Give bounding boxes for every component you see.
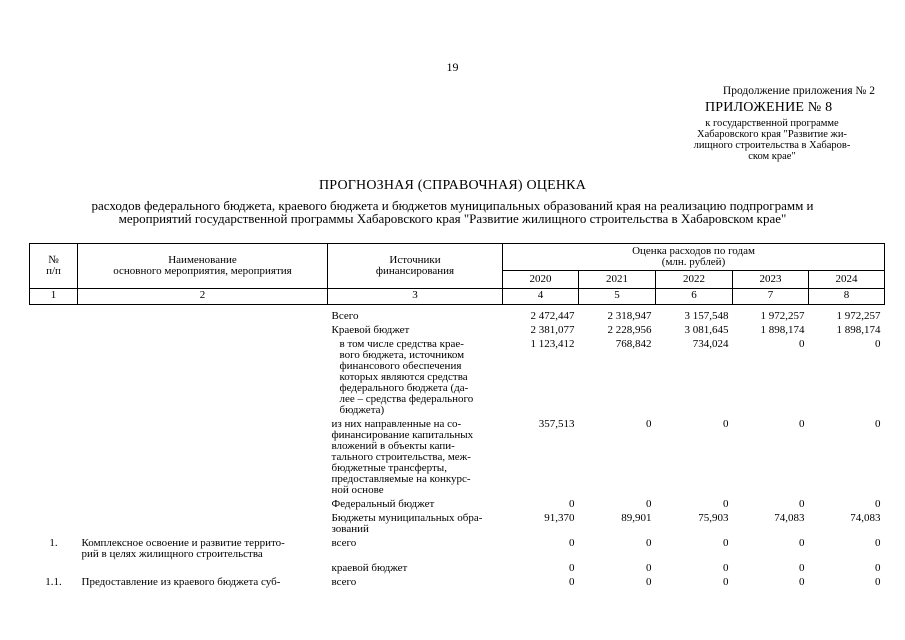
header-num-line: п/п (46, 265, 61, 277)
activity-name (78, 563, 328, 577)
year-value: 0 (799, 537, 805, 549)
table-row (30, 325, 885, 339)
year-value: 74,083 (850, 512, 881, 524)
year-value: 0 (875, 498, 881, 510)
year-value: 0 (646, 576, 652, 588)
funding-source (328, 325, 503, 339)
year-value: 2 228,956 (607, 324, 652, 336)
funding-source-line: финансового обеспечения (339, 360, 462, 372)
document-title: ПРОГНОЗНАЯ (СПРАВОЧНАЯ) ОЦЕНКА (318, 178, 587, 193)
header-estimate-line: (млн. рублей) (661, 256, 726, 268)
year-value: 0 (799, 562, 805, 574)
table-row (30, 339, 885, 419)
year-value: 91,370 (544, 512, 575, 524)
year-value: 0 (569, 562, 575, 574)
funding-source (328, 339, 503, 419)
year-value: 0 (875, 338, 881, 350)
table-row (30, 563, 885, 577)
year-value: 734,024 (692, 338, 729, 350)
activity-name-line: Предоставление из краевого бюджета суб- (81, 576, 281, 588)
year-value: 1 972,257 (836, 310, 881, 322)
header-name-line: основного мероприятия, мероприятия (113, 265, 292, 277)
table-row (30, 311, 885, 325)
year-value: 357,513 (538, 418, 575, 430)
year-value: 0 (569, 537, 575, 549)
appendix-title: ПРИЛОЖЕНИЕ № 8 (705, 100, 833, 115)
estimate-table (29, 243, 885, 591)
funding-source-line: Бюджеты муниципальных обра- (331, 512, 483, 524)
funding-source (328, 538, 503, 563)
row-number (30, 419, 78, 499)
header-year: 2023 (733, 271, 809, 289)
document-subtitle-line: мероприятий государственной программы Хабаровского края "Развитие жилищного строительства в Хабаровском крае" (118, 211, 787, 226)
funding-source-line: бюджетные трансферты, (331, 462, 447, 474)
row-number (30, 563, 78, 577)
funding-source-line: вложений в объекты капи- (331, 440, 455, 452)
year-value: 0 (875, 537, 881, 549)
table-row (30, 499, 885, 513)
funding-source-line: всего (331, 537, 357, 549)
year-value: 0 (799, 418, 805, 430)
funding-source (328, 577, 503, 591)
year-value: 0 (723, 498, 729, 510)
year-value: 0 (569, 498, 575, 510)
row-number (30, 513, 78, 538)
funding-source-line: ной основе (331, 484, 384, 496)
document-subtitle-line: расходов федерального бюджета, краевого бюджета и бюджетов муниципальных образований края на реализацию подпрограмм и (91, 198, 814, 213)
row-number: 1.1. (45, 576, 62, 588)
year-value: 2 381,077 (530, 324, 575, 336)
header-year: 2024 (809, 271, 885, 289)
header-source-line: Источники (389, 254, 441, 266)
appendix-subtitle-line: ском крае" (748, 151, 796, 162)
row-number: 1. (49, 537, 58, 549)
header-name-line: Наименование (168, 254, 237, 266)
year-value: 0 (646, 562, 652, 574)
column-number: 2 (78, 289, 328, 305)
year-value: 1 972,257 (760, 310, 805, 322)
header-year: 2022 (656, 271, 733, 289)
year-value: 0 (723, 537, 729, 549)
activity-name-line: Комплексное освоение и развитие террито- (81, 537, 285, 549)
activity-name-line: рий в целях жилищного строительства (81, 548, 263, 560)
year-value: 0 (723, 418, 729, 430)
activity-name (78, 577, 328, 591)
header-year: 2020 (503, 271, 579, 289)
row-number (30, 339, 78, 419)
header-name (78, 244, 328, 289)
table-row (30, 577, 885, 591)
page-number: 19 (446, 60, 459, 74)
year-value: 0 (875, 418, 881, 430)
header-num-line: № (48, 254, 59, 266)
year-value: 0 (646, 418, 652, 430)
funding-source-line: всего (331, 576, 357, 588)
year-value: 0 (799, 576, 805, 588)
year-value: 74,083 (774, 512, 805, 524)
activity-name (78, 339, 328, 419)
year-value: 1 898,174 (836, 324, 881, 336)
row-number (30, 499, 78, 513)
column-number: 7 (733, 289, 809, 305)
year-value: 75,903 (698, 512, 729, 524)
year-value: 3 157,548 (684, 310, 729, 322)
appendix-subtitle-line: к государственной программе (705, 118, 839, 129)
row-number (30, 325, 78, 339)
year-value: 3 081,645 (684, 324, 729, 336)
column-number: 5 (579, 289, 656, 305)
year-value: 2 472,447 (530, 310, 575, 322)
header-estimate-line: Оценка расходов по годам (632, 245, 755, 257)
year-value: 1 123,412 (530, 338, 575, 350)
funding-source-line: Краевой бюджет (331, 324, 410, 336)
funding-source-line: Всего (331, 310, 359, 322)
column-number: 4 (503, 289, 579, 305)
table-row (30, 538, 885, 563)
year-value: 89,901 (621, 512, 652, 524)
funding-source (328, 311, 503, 325)
column-number-row (30, 289, 885, 305)
appendix-subtitle-line: лищного строительства в Хабаров- (693, 140, 851, 151)
activity-name (78, 499, 328, 513)
column-number: 8 (809, 289, 885, 305)
row-number (30, 311, 78, 325)
year-value: 0 (875, 562, 881, 574)
activity-name (78, 513, 328, 538)
funding-source (328, 563, 503, 577)
table-row (30, 513, 885, 538)
funding-source-line: Федеральный бюджет (331, 498, 435, 510)
year-value: 0 (799, 498, 805, 510)
year-value: 1 898,174 (760, 324, 805, 336)
activity-name (78, 538, 328, 563)
funding-source (328, 419, 503, 499)
funding-source-line: финансирование капитальных (331, 429, 474, 441)
funding-source-line: лее – средства федерального (339, 393, 474, 405)
year-value: 0 (875, 576, 881, 588)
appendix-subtitle (672, 118, 872, 162)
continuation-note: Продолжение приложения № 2 (722, 85, 875, 97)
funding-source-line: в том числе средства крае- (339, 338, 464, 350)
column-number: 1 (30, 289, 78, 305)
header-estimate (503, 244, 885, 271)
year-value: 0 (799, 338, 805, 350)
funding-source-line: зований (331, 523, 369, 535)
header-source (328, 244, 503, 289)
funding-source-line: предоставляемые на конкурс- (331, 473, 471, 485)
funding-source-line: из них направленные на со- (331, 418, 462, 430)
appendix-subtitle-line: Хабаровского края "Развитие жи- (697, 129, 847, 140)
year-value: 0 (723, 562, 729, 574)
funding-source-line: федерального бюджета (да- (339, 382, 469, 394)
column-number: 3 (328, 289, 503, 305)
year-value: 0 (646, 537, 652, 549)
activity-name (78, 325, 328, 339)
header-num (30, 244, 78, 289)
header-year: 2021 (579, 271, 656, 289)
column-number: 6 (656, 289, 733, 305)
document-subtitle (20, 199, 885, 225)
funding-source (328, 499, 503, 513)
year-value: 768,842 (615, 338, 652, 350)
header-source-line: финансирования (375, 265, 455, 277)
funding-source-line: которых являются средства (339, 371, 468, 383)
year-value: 2 318,947 (607, 310, 652, 322)
funding-source-line: тального строительства, меж- (331, 451, 471, 463)
funding-source-line: вого бюджета, источником (339, 349, 465, 361)
year-value: 0 (723, 576, 729, 588)
activity-name (78, 419, 328, 499)
funding-source (328, 513, 503, 538)
table-row (30, 419, 885, 499)
funding-source-line: бюджета) (339, 404, 385, 416)
table-body (30, 289, 885, 592)
activity-name (78, 311, 328, 325)
funding-source-line: краевой бюджет (331, 562, 408, 574)
year-value: 0 (646, 498, 652, 510)
year-value: 0 (569, 576, 575, 588)
